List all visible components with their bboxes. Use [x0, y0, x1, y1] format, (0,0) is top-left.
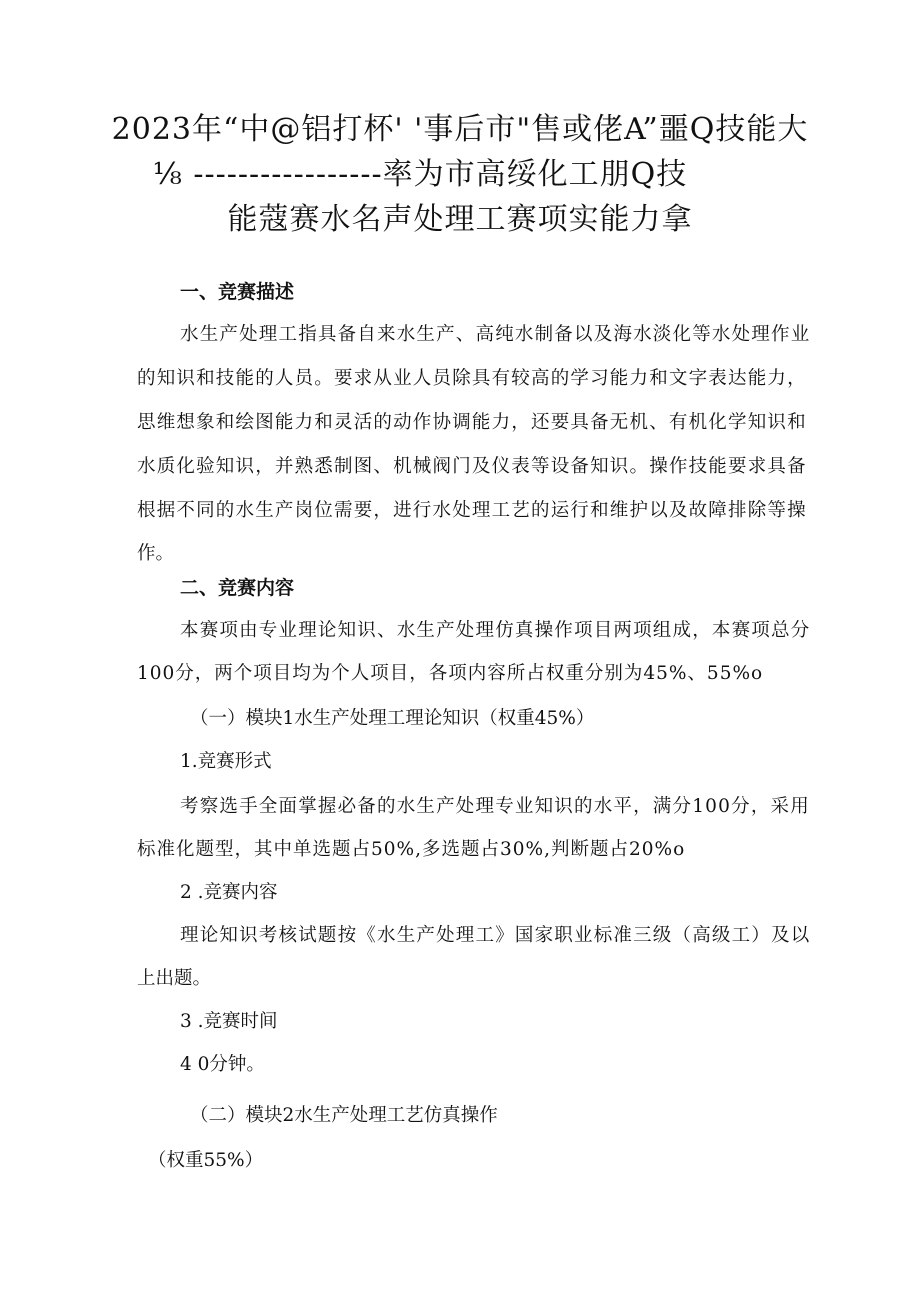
module-1-title: （一）模块1水生产处理工理论知识（权重45%）	[190, 708, 595, 729]
document-title-line-1: 2023年“中@铝打杯' '事后市"售或佬A”噩Q技能大	[111, 112, 809, 147]
module-1-item-1-title: 1.竞赛形式	[180, 751, 272, 772]
document-title-line-3: 能蔻赛水名声处理工赛项实能力拿	[227, 202, 693, 237]
module-1-item-1-line: 考察选手全面掌握必备的水生产处理专业知识的水平，满分100分，采用	[180, 796, 810, 817]
section-2-intro-line: 本赛项由专业理论知识、水生产处理仿真操作项目两项组成，本赛项总分	[180, 620, 811, 641]
document-title-line-2: ⅛ -----------------率为市高绥化工朋Q技	[152, 157, 688, 192]
section-1-paragraph-line: 作。	[137, 543, 175, 564]
module-1-item-3-title: 3 .竞赛时间	[180, 1011, 278, 1032]
section-1-paragraph-line: 的知识和技能的人员。要求从业人员除具有较高的学习能力和文字表达能力，	[137, 368, 807, 389]
section-1-paragraph-line: 根据不同的水生产岗位需要，进行水处理工艺的运行和维护以及故障排除等操	[137, 500, 807, 521]
section-2-intro-line: 100分，两个项目均为个人项目，各项内容所占权重分别为45%、55%o	[137, 663, 764, 684]
module-2-weight: （权重55%）	[148, 1150, 264, 1171]
module-1-item-2-line: 理论知识考核试题按《水生产处理工》国家职业标准三级（高级工）及以	[180, 925, 811, 946]
section-1-heading: 一、竞赛描述	[180, 281, 295, 303]
module-1-item-3-text: 4 0分钟。	[180, 1054, 265, 1075]
section-1-paragraph-line: 水生产处理工指具备自来水生产、高纯水制备以及海水淡化等水处理作业	[180, 324, 811, 345]
module-1-item-2-title: 2 .竞赛内容	[180, 882, 278, 903]
section-1-paragraph-line: 思维想象和绘图能力和灵活的动作协调能力，还要具备无机、有机化学知识和	[137, 412, 807, 433]
module-1-item-1-line: 标准化题型，其中单选题占50%,多选题占30%,判断题占20%o	[137, 839, 686, 860]
module-2-title: （二）模块2水生产处理工艺仿真操作	[190, 1105, 498, 1126]
section-1-paragraph-line: 水质化验知识，并熟悉制图、机械阀门及仪表等设备知识。操作技能要求具备	[137, 456, 807, 477]
section-2-heading: 二、竞赛内容	[180, 577, 295, 599]
module-1-item-2-line: 上出题。	[137, 968, 212, 989]
